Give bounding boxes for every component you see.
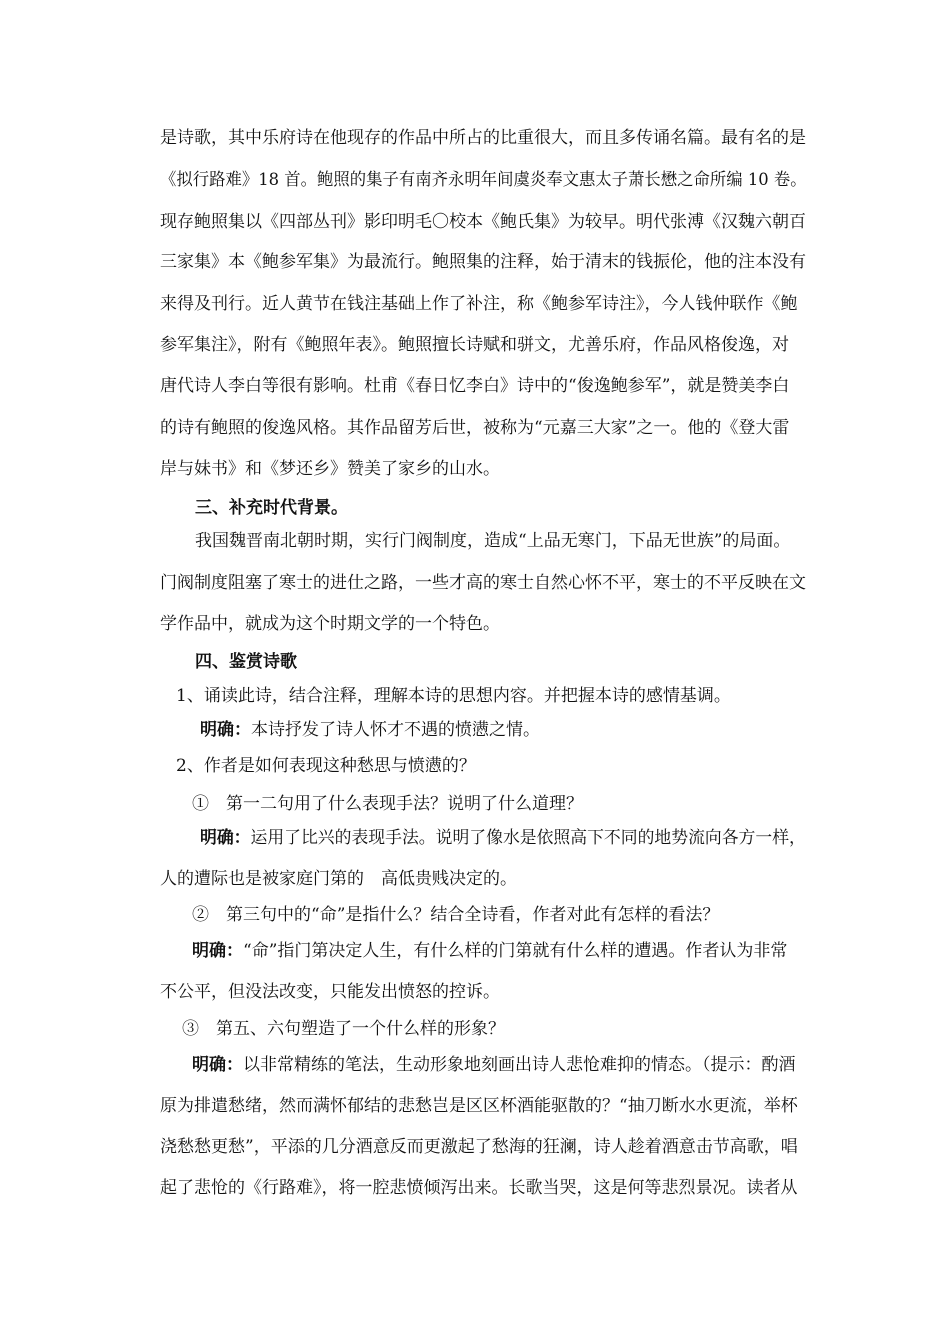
answer-label: 明确： bbox=[192, 1055, 243, 1075]
question-1: 1、诵读此诗，结合注释，理解本诗的思想内容。并把握本诗的感情基调。 bbox=[176, 686, 731, 706]
answer-text: 本诗抒发了诗人怀才不遇的愤懑之情。 bbox=[251, 720, 540, 740]
answer-2-3 bbox=[192, 1053, 796, 1077]
section-heading-appreciation: 四、鉴赏诗歌 bbox=[195, 652, 297, 672]
answer-2-1-line-2: 人的遭际也是被家庭门第的 高低贵贱决定的。 bbox=[160, 869, 517, 889]
answer-1 bbox=[200, 718, 540, 742]
question-2: 2、作者是如何表现这种愁思与愤懑的？ bbox=[176, 756, 476, 776]
answer-2-2-line-2: 不公平，但没法改变，只能发出愤怒的控诉。 bbox=[160, 982, 500, 1002]
answer-label: 明确： bbox=[200, 828, 251, 848]
bio-line-3: 现存鲍照集以《四部丛刊》影印明毛〇校本《鲍氏集》为较早。明代张溥《汉魏六朝百 bbox=[160, 212, 806, 232]
question-2-3: ③ 第五、六句塑造了一个什么样的形象？ bbox=[182, 1019, 505, 1039]
answer-2-2 bbox=[192, 939, 787, 963]
answer-2-3-line-2: 原为排遣愁绪，然而满怀郁结的悲愁岂是区区杯酒能驱散的？“抽刀断水水更流，举杯 bbox=[160, 1096, 798, 1116]
background-line-1: 我国魏晋南北朝时期，实行门阀制度，造成“上品无寒门，下品无世族”的局面。 bbox=[195, 531, 791, 551]
answer-text: 以非常精练的笔法，生动形象地刻画出诗人悲怆难抑的情态。（提示：酌酒 bbox=[243, 1055, 796, 1075]
bio-line-9: 岸与妹书》和《梦还乡》赞美了家乡的山水。 bbox=[160, 459, 500, 479]
background-line-2: 门阀制度阻塞了寒士的进仕之路，一些才高的寒士自然心怀不平，寒士的不平反映在文 bbox=[160, 573, 806, 593]
answer-2-1 bbox=[200, 826, 806, 850]
answer-text: “命”指门第决定人生，有什么样的门第就有什么样的遭遇。作者认为非常 bbox=[243, 941, 788, 961]
bio-line-2: 《拟行路难》18 首。鲍照的集子有南齐永明年间虞炎奉文惠太子萧长懋之命所编 10 卷。 bbox=[160, 170, 807, 190]
bio-line-7: 唐代诗人李白等很有影响。杜甫《春日忆李白》诗中的“俊逸鲍参军”，就是赞美李白 bbox=[160, 376, 790, 396]
bio-line-6: 参军集注》，附有《鲍照年表》。鲍照擅长诗赋和骈文，尤善乐府，作品风格俊逸，对 bbox=[160, 335, 789, 355]
question-2-1: ① 第一二句用了什么表现手法？说明了什么道理？ bbox=[192, 794, 583, 814]
bio-line-4: 三家集》本《鲍参军集》为最流行。鲍照集的注释，始于清末的钱振伦，他的注本没有 bbox=[160, 252, 806, 272]
bio-line-1: 是诗歌，其中乐府诗在他现存的作品中所占的比重很大，而且多传诵名篇。最有名的是 bbox=[160, 128, 806, 148]
bio-line-5: 来得及刊行。近人黄节在钱注基础上作了补注，称《鲍参军诗注》，今人钱仲联作《鲍 bbox=[160, 294, 798, 314]
background-line-3: 学作品中，就成为这个时期文学的一个特色。 bbox=[160, 614, 500, 634]
question-2-2: ② 第三句中的“命”是指什么？结合全诗看，作者对此有怎样的看法？ bbox=[192, 905, 720, 925]
bio-line-8: 的诗有鲍照的俊逸风格。其作品留芳后世，被称为“元嘉三大家”之一。他的《登大雷 bbox=[160, 418, 790, 438]
answer-label: 明确： bbox=[192, 941, 243, 961]
answer-label: 明确： bbox=[200, 720, 251, 740]
answer-2-3-line-3: 浇愁愁更愁”，平添的几分酒意反而更激起了愁海的狂澜，诗人趁着酒意击节高歌，唱 bbox=[160, 1137, 798, 1157]
answer-2-3-line-4: 起了悲怆的《行路难》，将一腔悲愤倾泻出来。长歌当哭，这是何等悲烈景况。读者从 bbox=[160, 1178, 798, 1198]
answer-text: 运用了比兴的表现手法。说明了像水是依照高下不同的地势流向各方一样， bbox=[250, 828, 806, 848]
section-heading-background: 三、补充时代背景。 bbox=[195, 498, 348, 518]
